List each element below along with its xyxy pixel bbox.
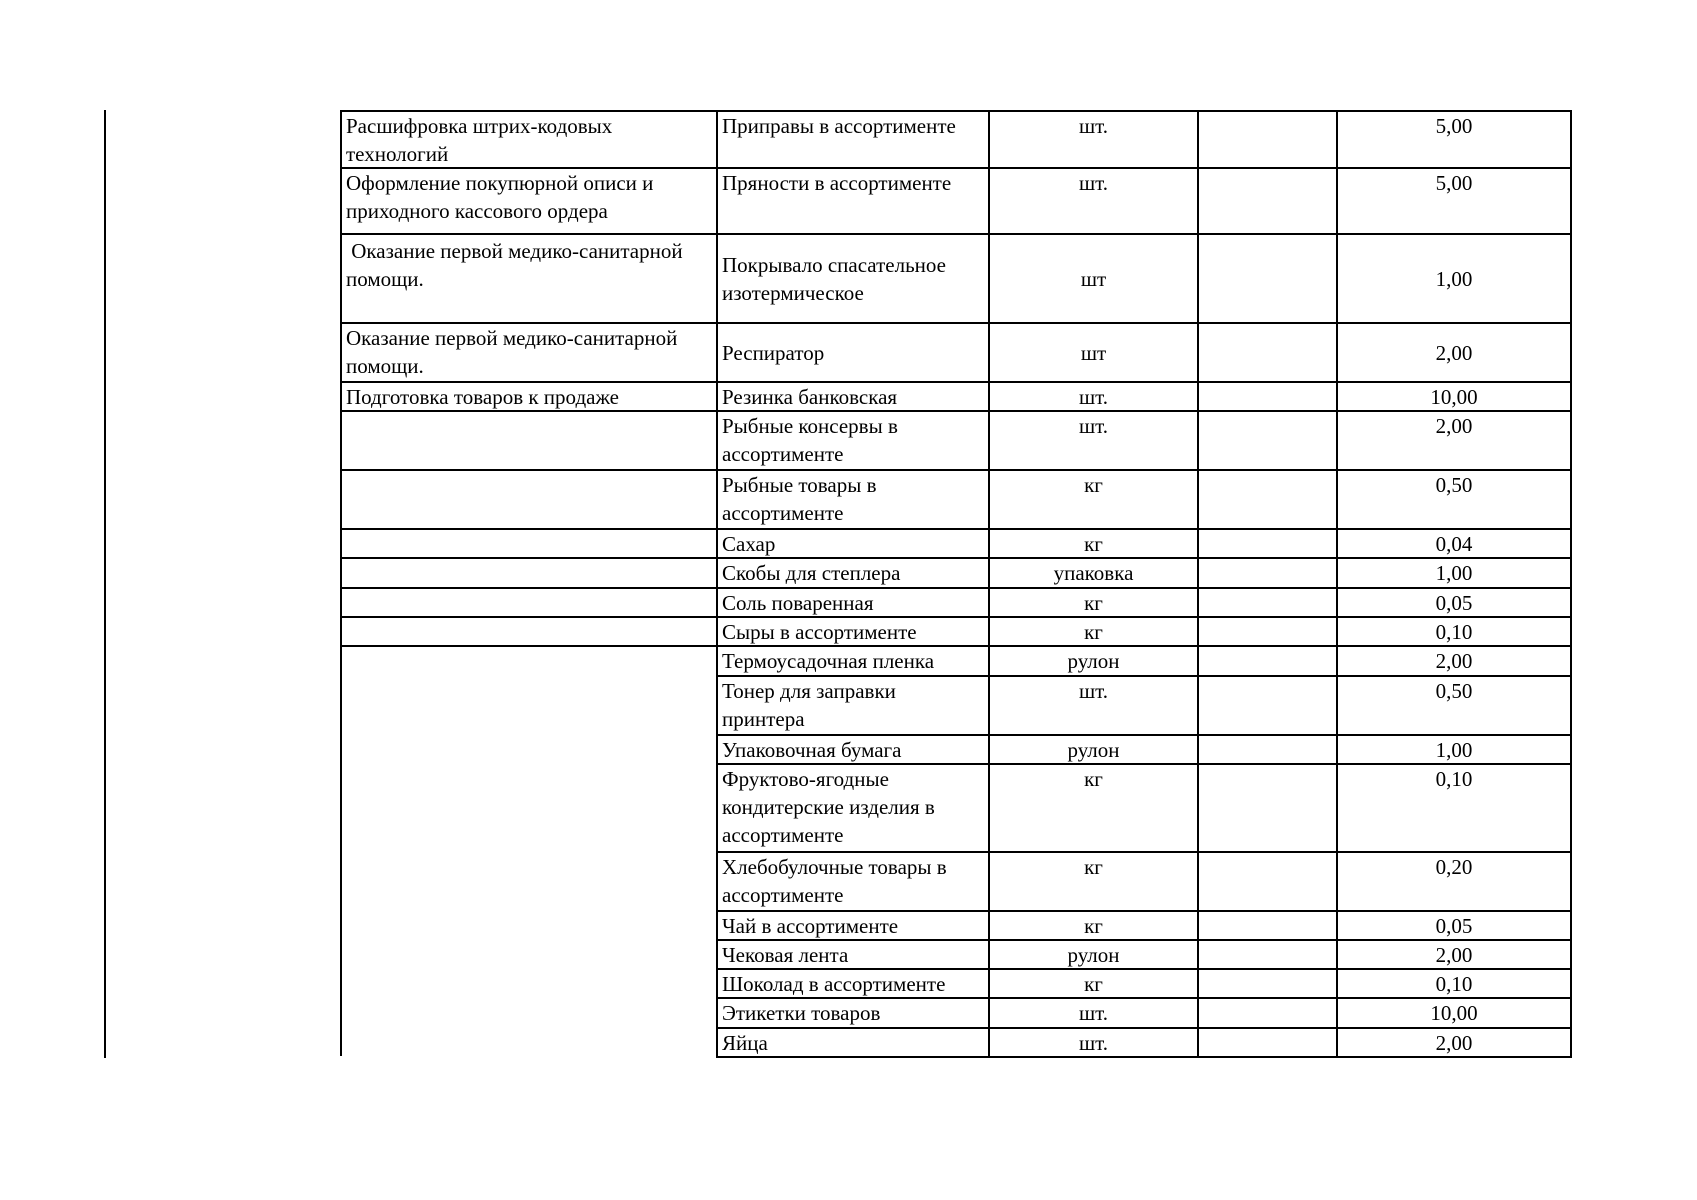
quantity-cell: 0,10	[1435, 972, 1473, 996]
item-name-cell: Респиратор	[722, 341, 825, 365]
item-name-cell: Тонер для заправки принтера	[722, 679, 896, 731]
item-name-cell: Пряности в ассортименте	[722, 171, 952, 195]
unit-cell: шт.	[1078, 1001, 1109, 1025]
unit-cell: кг	[1084, 914, 1103, 938]
quantity-cell: 5,00	[1435, 114, 1473, 138]
column-divider-3	[1197, 110, 1199, 1058]
quantity-cell: 2,00	[1435, 943, 1473, 967]
item-name-cell: Термоусадочная пленка	[722, 649, 935, 673]
quantity-cell: 0,05	[1435, 914, 1473, 938]
left-margin-line	[104, 110, 106, 1058]
unit-cell: шт.	[1078, 1031, 1109, 1055]
quantity-cell: 2,00	[1435, 414, 1473, 438]
unit-cell: кг	[1084, 591, 1103, 615]
quantity-cell: 0,04	[1435, 532, 1473, 556]
unit-cell: рулон	[1067, 649, 1120, 673]
item-name-cell: Хлебобулочные товары в ассортименте	[722, 855, 947, 907]
quantity-cell: 5,00	[1435, 171, 1473, 195]
unit-cell: шт	[1080, 341, 1107, 365]
item-name-cell: Фруктово-ягодные кондитерские изделия в ассортименте	[722, 767, 935, 847]
quantity-cell: 0,20	[1435, 855, 1473, 879]
unit-cell: рулон	[1067, 738, 1120, 762]
item-name-cell: Скобы для степлера	[722, 561, 901, 585]
row-border	[340, 233, 1572, 235]
item-name-cell: Покрывало спасательное изотермическое	[722, 253, 946, 305]
unit-cell: шт.	[1078, 385, 1109, 409]
item-name-cell: Сыры в ассортименте	[722, 620, 917, 644]
item-name-cell: Сахар	[722, 532, 776, 556]
item-name-cell: Рыбные консервы в ассортименте	[722, 414, 898, 466]
skill-cell: Оформление покупюрной описи и приходного кассового ордера	[346, 171, 654, 223]
item-name-cell: Чековая лента	[722, 943, 849, 967]
skill-cell: Подготовка товаров к продаже	[346, 385, 619, 409]
item-name-cell: Резинка банковская	[722, 385, 898, 409]
item-name-cell: Упаковочная бумага	[722, 738, 902, 762]
skill-cell: Оказание первой медико-санитарной помощи.	[346, 239, 683, 291]
quantity-cell: 2,00	[1435, 341, 1473, 365]
quantity-cell: 0,50	[1435, 473, 1473, 497]
unit-cell: шт.	[1078, 171, 1109, 195]
quantity-cell: 0,10	[1435, 620, 1473, 644]
quantity-cell: 1,00	[1435, 267, 1473, 291]
unit-cell: кг	[1084, 473, 1103, 497]
quantity-cell: 0,50	[1435, 679, 1473, 703]
unit-cell: шт.	[1078, 114, 1109, 138]
unit-cell: рулон	[1067, 943, 1120, 967]
quantity-cell: 10,00	[1430, 385, 1478, 409]
skill-cell: Оказание первой медико-санитарной помощи.	[346, 326, 678, 378]
item-name-cell: Чай в ассортименте	[722, 914, 899, 938]
quantity-cell: 0,10	[1435, 767, 1473, 791]
item-name-cell: Соль поваренная	[722, 591, 874, 615]
quantity-cell: 0,05	[1435, 591, 1473, 615]
item-name-cell: Яйца	[722, 1031, 768, 1055]
unit-cell: кг	[1084, 972, 1103, 996]
item-name-cell: Этикетки товаров	[722, 1001, 881, 1025]
item-name-cell: Приправы в ассортименте	[722, 114, 956, 138]
item-name-cell: Шоколад в ассортименте	[722, 972, 946, 996]
unit-cell: кг	[1084, 532, 1103, 556]
unit-cell: шт.	[1078, 679, 1109, 703]
quantity-cell: 1,00	[1435, 561, 1473, 585]
quantity-cell: 1,00	[1435, 738, 1473, 762]
quantity-cell: 2,00	[1435, 649, 1473, 673]
item-name-cell: Рыбные товары в ассортименте	[722, 473, 877, 525]
unit-cell: кг	[1084, 620, 1103, 644]
quantity-cell: 10,00	[1430, 1001, 1478, 1025]
unit-cell: шт.	[1078, 414, 1109, 438]
skill-cell: Расшифровка штрих-кодовых технологий	[346, 114, 613, 166]
quantity-cell: 2,00	[1435, 1031, 1473, 1055]
table-right-border	[1570, 110, 1572, 1058]
unit-cell: упаковка	[1053, 561, 1134, 585]
unit-cell: шт	[1080, 267, 1107, 291]
unit-cell: кг	[1084, 855, 1103, 879]
unit-cell: кг	[1084, 767, 1103, 791]
